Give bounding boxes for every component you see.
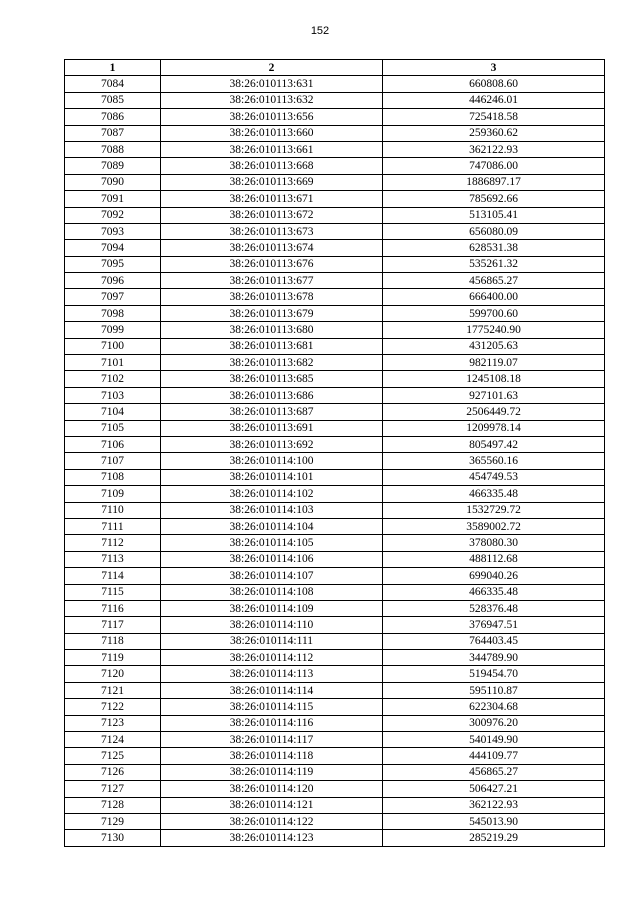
row-number-cell: 7105: [65, 420, 161, 436]
value-cell: 365560.16: [383, 453, 605, 469]
table-row: [65, 535, 605, 551]
table-row: [65, 305, 605, 321]
cadastral-number-cell: 38:26:010113:631: [161, 76, 383, 92]
value-cell: 285219.29: [383, 830, 605, 846]
table-row: [65, 338, 605, 354]
row-number-cell: 7102: [65, 371, 161, 387]
row-number-cell: 7119: [65, 650, 161, 666]
table-row: [65, 650, 605, 666]
row-number-cell: 7095: [65, 256, 161, 272]
row-number-cell: 7120: [65, 666, 161, 682]
value-cell: 622304.68: [383, 699, 605, 715]
table-row: [65, 109, 605, 125]
cadastral-number-cell: 38:26:010114:114: [161, 682, 383, 698]
cadastral-number-cell: 38:26:010113:674: [161, 240, 383, 256]
table-row: [65, 633, 605, 649]
row-number-cell: 7097: [65, 289, 161, 305]
value-cell: 446246.01: [383, 92, 605, 108]
row-number-cell: 7122: [65, 699, 161, 715]
data-table: [64, 59, 605, 847]
cadastral-number-cell: 38:26:010114:104: [161, 518, 383, 534]
table-row: [65, 141, 605, 157]
row-number-cell: 7123: [65, 715, 161, 731]
column-header-3: 3: [383, 60, 605, 76]
cadastral-number-cell: 38:26:010113:671: [161, 191, 383, 207]
table-row: [65, 518, 605, 534]
value-cell: 344789.90: [383, 650, 605, 666]
row-number-cell: 7113: [65, 551, 161, 567]
cadastral-number-cell: 38:26:010113:691: [161, 420, 383, 436]
row-number-cell: 7129: [65, 813, 161, 829]
cadastral-number-cell: 38:26:010114:121: [161, 797, 383, 813]
value-cell: 528376.48: [383, 600, 605, 616]
cadastral-number-cell: 38:26:010114:117: [161, 732, 383, 748]
cadastral-number-cell: 38:26:010114:120: [161, 781, 383, 797]
table-row: [65, 273, 605, 289]
table-row: [65, 830, 605, 846]
value-cell: 362122.93: [383, 141, 605, 157]
value-cell: 699040.26: [383, 568, 605, 584]
cadastral-number-cell: 38:26:010113:681: [161, 338, 383, 354]
row-number-cell: 7108: [65, 469, 161, 485]
cadastral-number-cell: 38:26:010114:110: [161, 617, 383, 633]
value-cell: 764403.45: [383, 633, 605, 649]
table-row: [65, 502, 605, 518]
value-cell: 431205.63: [383, 338, 605, 354]
cadastral-number-cell: 38:26:010114:100: [161, 453, 383, 469]
value-cell: 376947.51: [383, 617, 605, 633]
row-number-cell: 7088: [65, 141, 161, 157]
cadastral-number-cell: 38:26:010113:661: [161, 141, 383, 157]
table-body: [65, 76, 605, 846]
table-row: [65, 699, 605, 715]
row-number-cell: 7118: [65, 633, 161, 649]
table-row: [65, 223, 605, 239]
row-number-cell: 7101: [65, 355, 161, 371]
value-cell: 444109.77: [383, 748, 605, 764]
cadastral-number-cell: 38:26:010114:106: [161, 551, 383, 567]
row-number-cell: 7124: [65, 732, 161, 748]
cadastral-number-cell: 38:26:010114:115: [161, 699, 383, 715]
table-row: [65, 158, 605, 174]
value-cell: 927101.63: [383, 387, 605, 403]
table-header: [65, 60, 605, 76]
row-number-cell: 7092: [65, 207, 161, 223]
table-row: [65, 191, 605, 207]
header-row: [65, 60, 605, 76]
column-header-2: 2: [161, 60, 383, 76]
value-cell: 660808.60: [383, 76, 605, 92]
cadastral-number-cell: 38:26:010113:676: [161, 256, 383, 272]
table-row: [65, 174, 605, 190]
value-cell: 1245108.18: [383, 371, 605, 387]
value-cell: 1532729.72: [383, 502, 605, 518]
row-number-cell: 7111: [65, 518, 161, 534]
table-row: [65, 207, 605, 223]
table-row: [65, 732, 605, 748]
table-row: [65, 322, 605, 338]
row-number-cell: 7127: [65, 781, 161, 797]
cadastral-number-cell: 38:26:010114:119: [161, 764, 383, 780]
table-row: [65, 355, 605, 371]
value-cell: 456865.27: [383, 764, 605, 780]
cadastral-number-cell: 38:26:010113:668: [161, 158, 383, 174]
table-row: [65, 92, 605, 108]
cadastral-number-cell: 38:26:010114:118: [161, 748, 383, 764]
row-number-cell: 7089: [65, 158, 161, 174]
row-number-cell: 7087: [65, 125, 161, 141]
table-row: [65, 764, 605, 780]
cadastral-number-cell: 38:26:010114:103: [161, 502, 383, 518]
row-number-cell: 7116: [65, 600, 161, 616]
value-cell: 513105.41: [383, 207, 605, 223]
table-row: [65, 289, 605, 305]
table-row: [65, 469, 605, 485]
table-row: [65, 453, 605, 469]
page-number: 152: [310, 25, 330, 37]
table-row: [65, 682, 605, 698]
cadastral-number-cell: 38:26:010113:686: [161, 387, 383, 403]
row-number-cell: 7084: [65, 76, 161, 92]
value-cell: 300976.20: [383, 715, 605, 731]
cadastral-number-cell: 38:26:010113:680: [161, 322, 383, 338]
row-number-cell: 7093: [65, 223, 161, 239]
cadastral-number-cell: 38:26:010113:682: [161, 355, 383, 371]
row-number-cell: 7121: [65, 682, 161, 698]
cadastral-number-cell: 38:26:010113:685: [161, 371, 383, 387]
row-number-cell: 7103: [65, 387, 161, 403]
row-number-cell: 7107: [65, 453, 161, 469]
cadastral-number-cell: 38:26:010113:677: [161, 273, 383, 289]
cadastral-number-cell: 38:26:010113:656: [161, 109, 383, 125]
cadastral-number-cell: 38:26:010114:123: [161, 830, 383, 846]
row-number-cell: 7085: [65, 92, 161, 108]
cadastral-number-cell: 38:26:010114:108: [161, 584, 383, 600]
cadastral-number-cell: 38:26:010114:101: [161, 469, 383, 485]
row-number-cell: 7091: [65, 191, 161, 207]
value-cell: 454749.53: [383, 469, 605, 485]
row-number-cell: 7114: [65, 568, 161, 584]
table-row: [65, 748, 605, 764]
value-cell: 1209978.14: [383, 420, 605, 436]
row-number-cell: 7099: [65, 322, 161, 338]
value-cell: 1775240.90: [383, 322, 605, 338]
cadastral-number-cell: 38:26:010114:122: [161, 813, 383, 829]
cadastral-number-cell: 38:26:010114:112: [161, 650, 383, 666]
table-row: [65, 715, 605, 731]
value-cell: 599700.60: [383, 305, 605, 321]
table-row: [65, 125, 605, 141]
cadastral-number-cell: 38:26:010113:679: [161, 305, 383, 321]
cadastral-number-cell: 38:26:010113:669: [161, 174, 383, 190]
row-number-cell: 7086: [65, 109, 161, 125]
value-cell: 378080.30: [383, 535, 605, 551]
cadastral-number-cell: 38:26:010114:102: [161, 486, 383, 502]
value-cell: 488112.68: [383, 551, 605, 567]
cadastral-number-cell: 38:26:010114:105: [161, 535, 383, 551]
value-cell: 466335.48: [383, 584, 605, 600]
table-row: [65, 600, 605, 616]
row-number-cell: 7117: [65, 617, 161, 633]
table-row: [65, 76, 605, 92]
value-cell: 982119.07: [383, 355, 605, 371]
value-cell: 545013.90: [383, 813, 605, 829]
value-cell: 785692.66: [383, 191, 605, 207]
cadastral-number-cell: 38:26:010114:109: [161, 600, 383, 616]
value-cell: 2506449.72: [383, 404, 605, 420]
cadastral-number-cell: 38:26:010113:660: [161, 125, 383, 141]
column-header-1: 1: [65, 60, 161, 76]
row-number-cell: 7090: [65, 174, 161, 190]
value-cell: 456865.27: [383, 273, 605, 289]
table-row: [65, 797, 605, 813]
value-cell: 506427.21: [383, 781, 605, 797]
table-row: [65, 813, 605, 829]
table-row: [65, 486, 605, 502]
table-row: [65, 666, 605, 682]
cadastral-number-cell: 38:26:010114:113: [161, 666, 383, 682]
value-cell: 595110.87: [383, 682, 605, 698]
value-cell: 535261.32: [383, 256, 605, 272]
table-row: [65, 617, 605, 633]
value-cell: 259360.62: [383, 125, 605, 141]
row-number-cell: 7130: [65, 830, 161, 846]
table-row: [65, 256, 605, 272]
cadastral-number-cell: 38:26:010113:673: [161, 223, 383, 239]
cadastral-number-cell: 38:26:010113:632: [161, 92, 383, 108]
table-row: [65, 781, 605, 797]
value-cell: 540149.90: [383, 732, 605, 748]
value-cell: 3589002.72: [383, 518, 605, 534]
row-number-cell: 7109: [65, 486, 161, 502]
row-number-cell: 7125: [65, 748, 161, 764]
cadastral-number-cell: 38:26:010113:678: [161, 289, 383, 305]
cadastral-number-cell: 38:26:010114:116: [161, 715, 383, 731]
cadastral-number-cell: 38:26:010114:111: [161, 633, 383, 649]
value-cell: 1886897.17: [383, 174, 605, 190]
row-number-cell: 7096: [65, 273, 161, 289]
value-cell: 466335.48: [383, 486, 605, 502]
row-number-cell: 7100: [65, 338, 161, 354]
table-row: [65, 387, 605, 403]
row-number-cell: 7110: [65, 502, 161, 518]
row-number-cell: 7112: [65, 535, 161, 551]
value-cell: 747086.00: [383, 158, 605, 174]
table-row: [65, 584, 605, 600]
cadastral-number-cell: 38:26:010113:687: [161, 404, 383, 420]
table-row: [65, 240, 605, 256]
row-number-cell: 7126: [65, 764, 161, 780]
value-cell: 725418.58: [383, 109, 605, 125]
table-row: [65, 404, 605, 420]
table-row: [65, 436, 605, 452]
value-cell: 656080.09: [383, 223, 605, 239]
cadastral-number-cell: 38:26:010113:672: [161, 207, 383, 223]
row-number-cell: 7094: [65, 240, 161, 256]
table-row: [65, 551, 605, 567]
row-number-cell: 7115: [65, 584, 161, 600]
table-row: [65, 568, 605, 584]
row-number-cell: 7104: [65, 404, 161, 420]
value-cell: 519454.70: [383, 666, 605, 682]
row-number-cell: 7098: [65, 305, 161, 321]
table-row: [65, 420, 605, 436]
cadastral-number-cell: 38:26:010113:692: [161, 436, 383, 452]
value-cell: 666400.00: [383, 289, 605, 305]
value-cell: 628531.38: [383, 240, 605, 256]
row-number-cell: 7106: [65, 436, 161, 452]
table-row: [65, 371, 605, 387]
cadastral-number-cell: 38:26:010114:107: [161, 568, 383, 584]
row-number-cell: 7128: [65, 797, 161, 813]
value-cell: 362122.93: [383, 797, 605, 813]
value-cell: 805497.42: [383, 436, 605, 452]
